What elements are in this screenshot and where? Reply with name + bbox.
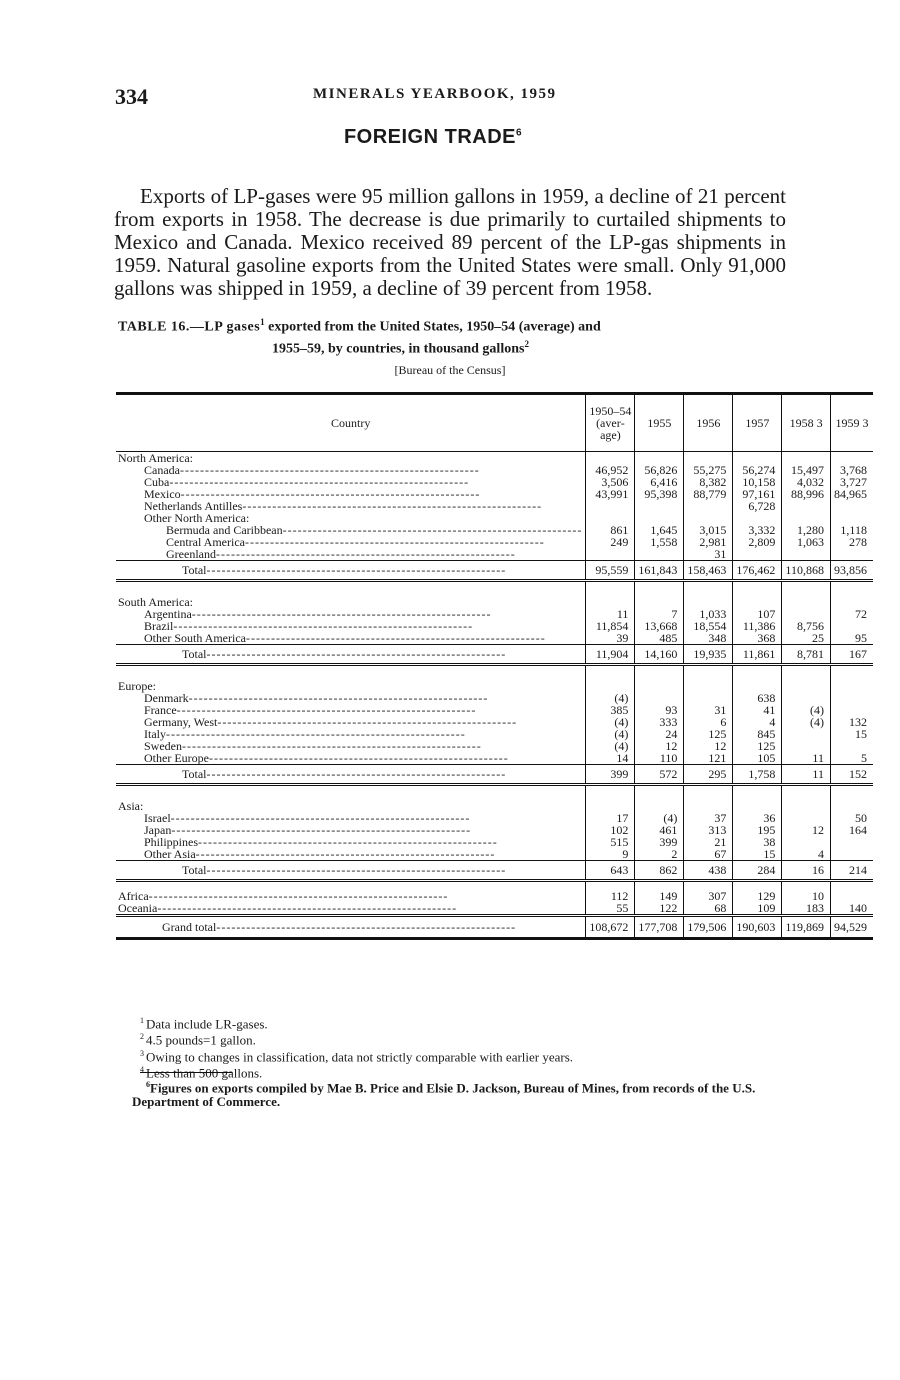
country-name: Total------------------------------------------------------------: [116, 861, 586, 881]
body-paragraph: Exports of LP-gases were 95 million gallons in 1959, a decline of 21 percent from exports in 1958. The decrease is due primarily to curtailed shipments to Mexico and Canada. Mexico received 89 percent of the LP-gas shipments in 1959. Natural gasoline exports from the United States were small. Only 91,000 gallons was shipped in 1959, a decline of 39 percent from 1958.: [114, 184, 786, 300]
country-name: Denmark------------------------------------------------------------: [144, 691, 489, 705]
table-row: [116, 632, 873, 645]
table-cell: 18,554: [684, 620, 733, 632]
table-body: [116, 452, 873, 939]
footnote-rule: [140, 1072, 232, 1073]
table-total-row: [116, 916, 873, 939]
table-cell: 11: [782, 765, 831, 785]
country-name: Total------------------------------------------------------------: [116, 765, 586, 785]
table-row: [116, 752, 873, 765]
table-cell: 36: [733, 812, 782, 824]
running-head: [115, 84, 795, 112]
table-cell: 167: [830, 645, 873, 665]
table-cell: 8,781: [782, 645, 831, 665]
table-cell: [830, 500, 873, 512]
table-cell: 3,768: [830, 464, 873, 476]
leader-dots: ------------------------------------------------------------: [171, 823, 472, 837]
leader-dots: ------------------------------------------------------------: [176, 703, 477, 717]
table-cell: 307: [684, 890, 733, 902]
table-cell: 8,382: [684, 476, 733, 488]
table-cell: 25: [782, 632, 831, 645]
table-cell: 348: [684, 632, 733, 645]
table-cell: 515: [586, 836, 635, 848]
table-cell: 21: [684, 836, 733, 848]
footnote: [140, 1063, 800, 1079]
table-cell: 161,843: [635, 561, 684, 581]
table-caption-middle: exported from the United States, 1950–54 (average) and: [264, 319, 601, 335]
table-cell: [830, 680, 873, 692]
table-cell: 94,529: [830, 916, 873, 939]
table-row: [116, 548, 873, 561]
table-cell: 313: [684, 824, 733, 836]
table-cell: 68: [684, 902, 733, 916]
table-cell: [635, 581, 684, 597]
column-header: 1955: [635, 394, 684, 452]
leader-dots: ------------------------------------------------------------: [244, 535, 545, 549]
table-cell: 43,991: [586, 488, 635, 500]
table-cell: 3,727: [830, 476, 873, 488]
table-cell: [830, 848, 873, 861]
leader-dots: ------------------------------------------------------------: [179, 463, 480, 477]
table-cell: 9: [586, 848, 635, 861]
country-name: Argentina------------------------------------------------------------: [144, 607, 492, 621]
table-spacer-row: [116, 581, 873, 597]
table-cell: 125: [733, 740, 782, 752]
table-cell: [830, 548, 873, 561]
table-cell: 845: [733, 728, 782, 740]
table-cell: 1,558: [635, 536, 684, 548]
country-name: Europe:: [118, 679, 156, 693]
leader-dots: ------------------------------------------------------------: [188, 691, 489, 705]
table-cell: 177,708: [635, 916, 684, 939]
table-cell: [733, 665, 782, 681]
table-cell: [684, 665, 733, 681]
table-cell: 7: [635, 608, 684, 620]
table-cell: [830, 665, 873, 681]
table-cell: 93,856: [830, 561, 873, 581]
page-number: 334: [115, 84, 148, 109]
table-cell: 67: [684, 848, 733, 861]
table-cell: [635, 548, 684, 561]
table-spacer-row: [116, 785, 873, 801]
leader-dots: ------------------------------------------------------------: [206, 563, 507, 577]
table-cell: 3,332: [733, 524, 782, 536]
table-cell: 16: [782, 861, 831, 881]
column-header: 1956: [684, 394, 733, 452]
footnote: [140, 1030, 800, 1046]
table-cell: [684, 581, 733, 597]
table-cell: 1,758: [733, 765, 782, 785]
table-cell: [782, 581, 831, 597]
table-cell: 3,015: [684, 524, 733, 536]
table-cell: 56,826: [635, 464, 684, 476]
table-cell: [782, 785, 831, 801]
leader-dots: ------------------------------------------------------------: [242, 499, 543, 513]
table-cell: 1,033: [684, 608, 733, 620]
table-cell: 399: [586, 765, 635, 785]
table-cell: 15,497: [782, 464, 831, 476]
table-cell: 295: [684, 765, 733, 785]
country-name: Bermuda and Caribbean------------------------------------------------------------: [166, 523, 583, 537]
country-name: Other Europe------------------------------------------------------------: [144, 751, 509, 765]
table-cell: 10: [782, 890, 831, 902]
table-cell: [733, 548, 782, 561]
table-caption-label: TABLE 16.—LP gases: [118, 319, 261, 335]
table-cell: 183: [782, 902, 831, 916]
table-cell: 108,672: [586, 916, 635, 939]
table-cell: (4): [586, 740, 635, 752]
table-cell: 31: [684, 548, 733, 561]
leader-dots: ------------------------------------------------------------: [282, 523, 583, 537]
table-cell: 12: [635, 740, 684, 752]
table-total-row: [116, 861, 873, 881]
country-name: Sweden------------------------------------------------------------: [144, 739, 482, 753]
country-name: Total------------------------------------------------------------: [116, 561, 586, 581]
table-cell: 2,809: [733, 536, 782, 548]
table-cell: 41: [733, 704, 782, 716]
footnote-text: 4.5 pounds=1 gallon.: [146, 1032, 256, 1048]
table-total-row: [116, 765, 873, 785]
country-name: Brazil------------------------------------------------------------: [144, 619, 474, 633]
table-cell: 95,398: [635, 488, 684, 500]
table-cell: 88,779: [684, 488, 733, 500]
table-cell: 862: [635, 861, 684, 881]
country-name: Other North America:: [144, 511, 250, 525]
leader-dots: ------------------------------------------------------------: [195, 847, 496, 861]
table-header-row: [116, 394, 873, 452]
table-cell: 5: [830, 752, 873, 765]
table-cell: 95: [830, 632, 873, 645]
table-cell: 333: [635, 716, 684, 728]
country-name: France------------------------------------------------------------: [144, 703, 477, 717]
leader-dots: ------------------------------------------------------------: [182, 739, 482, 753]
table-cell: 55,275: [684, 464, 733, 476]
table-cell: 1,063: [782, 536, 831, 548]
country-name: Cuba------------------------------------------------------------: [144, 475, 470, 489]
table-cell: [830, 836, 873, 848]
table-cell: 11,386: [733, 620, 782, 632]
table-cell: 93: [635, 704, 684, 716]
table-cell: 125: [684, 728, 733, 740]
table-cell: [830, 785, 873, 801]
table-cell: 6,416: [635, 476, 684, 488]
table-cell: 3,506: [586, 476, 635, 488]
table-cell: 11,854: [586, 620, 635, 632]
source-footnote-mark: 6: [146, 1080, 150, 1089]
table-cell: 38: [733, 836, 782, 848]
table-cell: 140: [830, 902, 873, 916]
table-cell: 179,506: [684, 916, 733, 939]
footnote-mark: 3: [140, 1048, 144, 1058]
table-source: [Bureau of the Census]: [394, 363, 506, 377]
table-cell: 55: [586, 902, 635, 916]
country-name: Oceania------------------------------------------------------------: [118, 901, 458, 915]
footnote-mark: 4: [140, 1064, 144, 1074]
country-name: Italy------------------------------------------------------------: [144, 727, 466, 741]
country-name: Africa------------------------------------------------------------: [118, 889, 449, 903]
table-cell: [782, 548, 831, 561]
table-cell: 15: [733, 848, 782, 861]
table-cell: [586, 548, 635, 561]
table-cell: 1,118: [830, 524, 873, 536]
table-cell: 10,158: [733, 476, 782, 488]
table-cell: [635, 665, 684, 681]
table-cell: 56,274: [733, 464, 782, 476]
book-title: MINERALS YEARBOOK, 1959: [313, 86, 557, 102]
table-cell: (4): [635, 812, 684, 824]
table-cell: 110,868: [782, 561, 831, 581]
table-cell: [782, 800, 831, 812]
source-footnote: [132, 1078, 798, 1109]
leader-dots: ------------------------------------------------------------: [191, 607, 492, 621]
table-cell: [116, 785, 586, 801]
country-name: Netherlands Antilles------------------------------------------------------------: [144, 499, 543, 513]
table-cell: [586, 581, 635, 597]
country-name: Israel------------------------------------------------------------: [144, 811, 471, 825]
table-cell: 97,161: [733, 488, 782, 500]
table-cell: 17: [586, 812, 635, 824]
leader-dots: ------------------------------------------------------------: [216, 920, 517, 934]
footnote-text: Owing to changes in classification, data not strictly comparable with earlier years.: [146, 1048, 574, 1064]
source-footnote-text: Figures on exports compiled by Mae B. Price and Elsie D. Jackson, Bureau of Mines, from records of the U.S. Department of Commerce.: [132, 1080, 756, 1110]
leader-dots: ------------------------------------------------------------: [166, 727, 466, 741]
table-cell: 6: [684, 716, 733, 728]
table-cell: 12: [684, 740, 733, 752]
table-cell: 110: [635, 752, 684, 765]
table-cell: 31: [684, 704, 733, 716]
table-cell: [782, 596, 831, 608]
table-cell: 4: [782, 848, 831, 861]
table-cell: 485: [635, 632, 684, 645]
column-header: Country: [116, 394, 586, 452]
table-cell: [635, 500, 684, 512]
table-cell: 368: [733, 632, 782, 645]
table-cell: 132: [830, 716, 873, 728]
section-title: [0, 126, 866, 149]
table-cell: 39: [586, 632, 635, 645]
country-name: Mexico------------------------------------------------------------: [144, 487, 481, 501]
table-cell: 149: [635, 890, 684, 902]
leader-dots: ------------------------------------------------------------: [173, 619, 474, 633]
country-name: Canada------------------------------------------------------------: [144, 463, 480, 477]
leader-dots: ------------------------------------------------------------: [157, 901, 458, 915]
table-total-row: [116, 645, 873, 665]
table-cell: 6,728: [733, 500, 782, 512]
caption-footnote-mark-2: 2: [524, 338, 529, 349]
table-cell: 112: [586, 890, 635, 902]
table-cell: 1,645: [635, 524, 684, 536]
country-name: South America:: [118, 595, 193, 609]
table-cell: [830, 692, 873, 704]
table-cell: (4): [586, 728, 635, 740]
table-cell: 4: [733, 716, 782, 728]
table-cell: 122: [635, 902, 684, 916]
country-name: Japan------------------------------------------------------------: [144, 823, 472, 837]
table-cell: 572: [635, 765, 684, 785]
table-cell: [116, 665, 586, 681]
table-cell: 14,160: [635, 645, 684, 665]
table-cell: 13,668: [635, 620, 684, 632]
table-cell: (4): [586, 692, 635, 704]
footnote: [140, 1014, 800, 1030]
table-cell: [782, 680, 831, 692]
table-cell: 72: [830, 608, 873, 620]
table-cell: 37: [684, 812, 733, 824]
table-caption-line2: 1955–59, by countries, in thousand gallons: [272, 341, 525, 357]
table-cell: 46,952: [586, 464, 635, 476]
caption-footnote-mark-1: 1: [260, 317, 265, 327]
table-row: [116, 902, 873, 916]
leader-dots: ------------------------------------------------------------: [148, 889, 449, 903]
table-cell: 176,462: [733, 561, 782, 581]
leader-dots: ------------------------------------------------------------: [206, 767, 507, 781]
table-cell: 95,559: [586, 561, 635, 581]
footnote-mark: 1: [140, 1016, 144, 1025]
leader-dots: ------------------------------------------------------------: [198, 835, 498, 849]
leader-dots: ------------------------------------------------------------: [217, 715, 518, 729]
footnote-text: Data include LR-gases.: [146, 1016, 268, 1032]
table-cell: 24: [635, 728, 684, 740]
leader-dots: ------------------------------------------------------------: [170, 811, 471, 825]
leader-dots: ------------------------------------------------------------: [208, 751, 509, 765]
table-cell: [635, 785, 684, 801]
table-cell: [586, 500, 635, 512]
table-cell: 14: [586, 752, 635, 765]
column-header: 1950–54 (average): [586, 394, 635, 452]
table-cell: 399: [635, 836, 684, 848]
table-cell: 638: [733, 692, 782, 704]
table-row: [116, 848, 873, 861]
table-cell: [830, 881, 873, 891]
table-cell: [733, 785, 782, 801]
table-spacer-row: [116, 665, 873, 681]
table-cell: 107: [733, 608, 782, 620]
table-cell: [684, 500, 733, 512]
country-name: Central America------------------------------------------------------------: [166, 535, 545, 549]
leader-dots: ------------------------------------------------------------: [206, 647, 507, 661]
leader-dots: ------------------------------------------------------------: [215, 547, 516, 561]
table-cell: 2: [635, 848, 684, 861]
table-cell: 164: [830, 824, 873, 836]
footnote: [140, 1047, 800, 1063]
leader-dots: ------------------------------------------------------------: [180, 487, 481, 501]
table-total-row: [116, 561, 873, 581]
country-name: Greenland------------------------------------------------------------: [166, 547, 516, 561]
country-name: Asia:: [118, 799, 144, 813]
table-cell: 12: [782, 824, 831, 836]
table-cell: 105: [733, 752, 782, 765]
table-cell: 8,756: [782, 620, 831, 632]
table-cell: 129: [733, 890, 782, 902]
table-cell: [830, 581, 873, 597]
country-name: Grand total------------------------------------------------------------: [116, 916, 586, 939]
table-cell: 643: [586, 861, 635, 881]
footnote-mark: 2: [140, 1032, 144, 1042]
table-cell: 385: [586, 704, 635, 716]
table-cell: [782, 728, 831, 740]
country-name: Total------------------------------------------------------------: [116, 645, 586, 665]
table-cell: 195: [733, 824, 782, 836]
leader-dots: ------------------------------------------------------------: [169, 475, 470, 489]
table-cell: 278: [830, 536, 873, 548]
column-header: 1958 3: [782, 394, 831, 452]
table-cell: 11: [782, 752, 831, 765]
table-cell: [586, 785, 635, 801]
table-cell: [684, 785, 733, 801]
lp-gas-exports-table: [116, 392, 873, 940]
table-cell: [782, 665, 831, 681]
table-cell: 11,904: [586, 645, 635, 665]
table-cell: 152: [830, 765, 873, 785]
country-name: North America:: [118, 451, 193, 465]
table-cell: (4): [586, 716, 635, 728]
country-name: Other South America------------------------------------------------------------: [144, 631, 546, 645]
table-cell: 190,603: [733, 916, 782, 939]
table-cell: 88,996: [782, 488, 831, 500]
table-cell: 19,935: [684, 645, 733, 665]
table-cell: [116, 581, 586, 597]
table-cell: 11,861: [733, 645, 782, 665]
table-cell: 1,280: [782, 524, 831, 536]
leader-dots: ------------------------------------------------------------: [206, 863, 507, 877]
table-cell: [635, 680, 684, 692]
table-cell: (4): [782, 704, 831, 716]
table-cell: 214: [830, 861, 873, 881]
table-cell: [684, 680, 733, 692]
column-header: 1959 3: [830, 394, 873, 452]
section-footnote-mark: 6: [516, 127, 523, 139]
table-cell: 50: [830, 812, 873, 824]
section-title-text: FOREIGN TRADE: [343, 126, 516, 148]
table-caption: [118, 314, 788, 357]
table-cell: [782, 500, 831, 512]
table-cell: 4,032: [782, 476, 831, 488]
table-cell: 2,981: [684, 536, 733, 548]
leader-dots: ------------------------------------------------------------: [245, 631, 546, 645]
column-header: 1957: [733, 394, 782, 452]
table-footnotes: [140, 1014, 800, 1079]
table-cell: 84,965: [830, 488, 873, 500]
table-cell: 102: [586, 824, 635, 836]
table-cell: 15: [830, 728, 873, 740]
country-name: Philippines------------------------------------------------------------: [144, 835, 498, 849]
table-cell: 158,463: [684, 561, 733, 581]
table-cell: 284: [733, 861, 782, 881]
table-cell: 11: [586, 608, 635, 620]
table-cell: 109: [733, 902, 782, 916]
table-cell: 119,869: [782, 916, 831, 939]
table-cell: 249: [586, 536, 635, 548]
table-cell: 121: [684, 752, 733, 765]
table-cell: (4): [782, 716, 831, 728]
table-cell: 438: [684, 861, 733, 881]
table-cell: [586, 665, 635, 681]
country-name: Other Asia------------------------------------------------------------: [144, 847, 496, 861]
country-name: Germany, West------------------------------------------------------------: [144, 715, 518, 729]
table-cell: [733, 581, 782, 597]
footnote-text: Less than 500 gallons.: [146, 1065, 263, 1081]
table-cell: 861: [586, 524, 635, 536]
table-cell: 461: [635, 824, 684, 836]
